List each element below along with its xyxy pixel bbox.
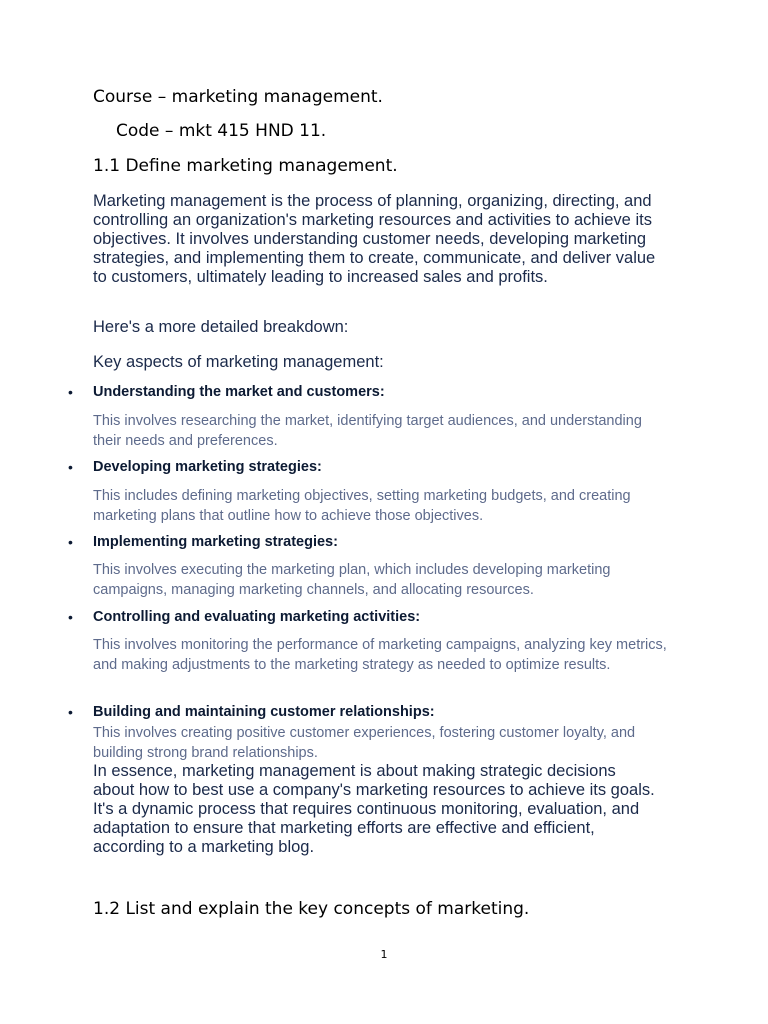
- aspect-title: Controlling and evaluating marketing activities:: [93, 609, 421, 625]
- section-1-1-heading: 1.1 Define marketing management.: [93, 156, 398, 176]
- aspect-title: Building and maintaining customer relationships:: [93, 704, 435, 720]
- aspect-description: This involves researching the market, identifying target audiences, and understanding their needs and preferences.: [93, 413, 642, 449]
- aspect-description: This involves monitoring the performance of marketing campaigns, analyzing key metrics, and making adjustments to the marketing strategy as needed to optimize results.: [93, 637, 667, 673]
- bullet-icon: •: [68, 609, 73, 625]
- aspect-title: Developing marketing strategies:: [93, 459, 322, 475]
- aspect-title: Implementing marketing strategies:: [93, 534, 338, 550]
- bullet-icon: •: [68, 704, 73, 720]
- bullet-icon: •: [68, 459, 73, 475]
- summary-paragraph: In essence, marketing management is about making strategic decisions about how to best use a company's marketing resources to achieve its goals. It's a dynamic process that requires continuous monitoring, evaluation, and adaptation to ensure that marketing efforts are effective and efficient, according to a marketing blog.: [93, 762, 655, 856]
- intro-paragraph: Marketing management is the process of planning, organizing, directing, and controlling an organization's marketing resources and activities to achieve its objectives. It involves understanding customer needs, developing marketing strategies, and implementing them to create, communicate, and deliver value to customers, ultimately leading to increased sales and profits.: [93, 192, 656, 286]
- page-number: 1: [380, 948, 388, 961]
- key-aspects-line: Key aspects of marketing management:: [93, 353, 384, 371]
- aspect-description: This includes defining marketing objectives, setting marketing budgets, and creating marketing plans that outline how to achieve those objectives.: [93, 488, 631, 524]
- course-line: Course – marketing management.: [93, 87, 383, 107]
- code-line: Code – mkt 415 HND 11.: [116, 121, 327, 141]
- aspect-title: Understanding the market and customers:: [93, 384, 385, 400]
- bullet-icon: •: [68, 534, 73, 550]
- aspect-description: This involves executing the marketing plan, which includes developing marketing campaigns, managing marketing channels, and allocating resources.: [93, 562, 611, 598]
- aspect-description: This involves creating positive customer experiences, fostering customer loyalty, and building strong brand relationships.: [93, 725, 636, 761]
- section-1-2-heading: 1.2 List and explain the key concepts of marketing.: [93, 899, 530, 919]
- bullet-icon: •: [68, 384, 73, 400]
- breakdown-line: Here's a more detailed breakdown:: [93, 318, 349, 336]
